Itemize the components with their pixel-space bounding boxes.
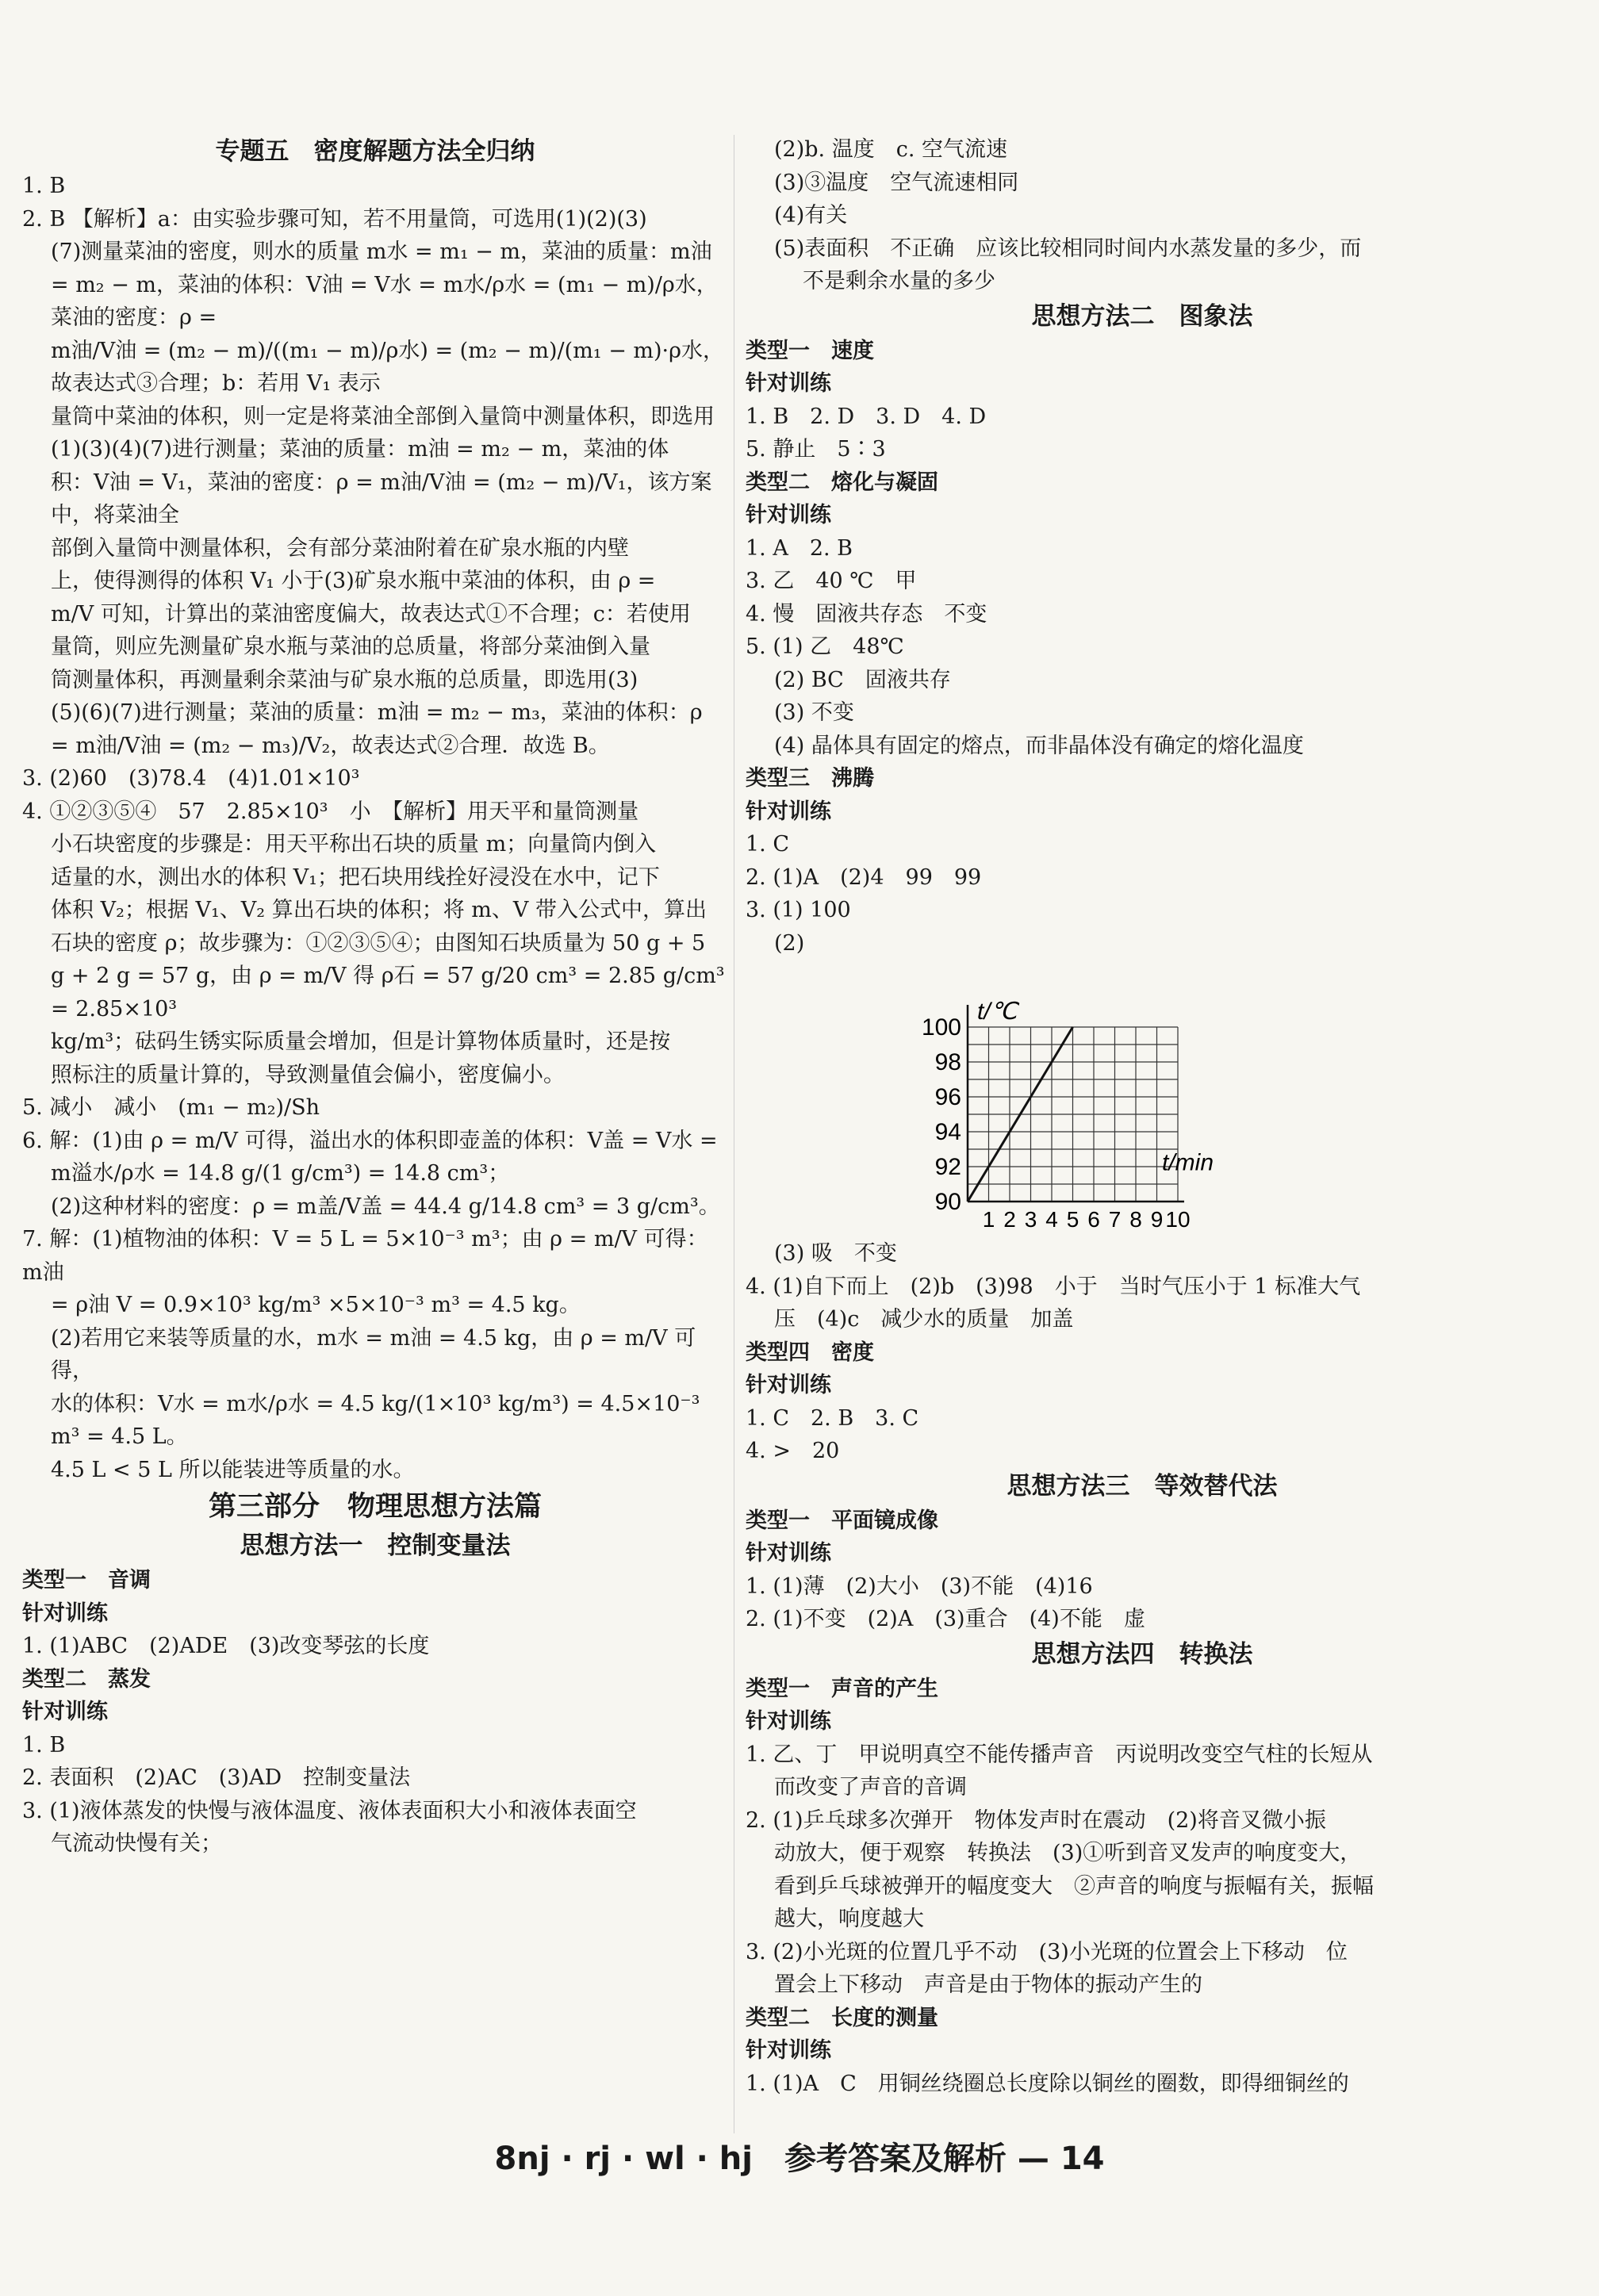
- section-title: 思想方法二 图象法: [1031, 301, 1253, 331]
- boiling-chart: [896, 987, 1229, 1244]
- text-line: 2. 表面积 (2)AC (3)AD 控制变量法: [22, 1765, 411, 1790]
- text-line: g + 2 g = 57 g，由 ρ = m/V 得 ρ石 = 57 g/20 cm³ = 2.85 g/cm³ = 2.85×10³: [51, 964, 732, 1022]
- text-line: (4) 晶体具有固定的熔点，而非晶体没有确定的熔化温度: [774, 733, 1304, 758]
- text-line: 部倒入量筒中测量体积，会有部分菜油附着在矿泉水瓶的内壁: [51, 535, 629, 561]
- text-line: 针对训练: [22, 1600, 108, 1626]
- text-line: (7)测量菜油的密度，则水的质量 m水 = m₁ − m，菜油的质量：m油: [51, 240, 712, 264]
- text-line: 1. B: [22, 1732, 66, 1757]
- text-line: 7. 解：(1)植物油的体积：V = 5 L = 5×10⁻³ m³；由 ρ = m/V 可得：m油: [22, 1227, 708, 1285]
- text-line: 针对训练: [746, 503, 831, 527]
- text-line: 水的体积：V水 = m水/ρ水 = 4.5 kg/(1×10³ kg/m³) = 4.5×10⁻³ m³ = 4.5 L。: [51, 1391, 707, 1449]
- text-line: 4. > 20: [746, 1439, 840, 1463]
- section-title: 第三部分 物理思想方法篇: [208, 1491, 542, 1523]
- text-line: = ρ油 V = 0.9×10³ kg/m³ ×5×10⁻³ m³ = 4.5 kg。: [51, 1293, 581, 1317]
- x-axis-label: t/min: [1162, 1149, 1214, 1176]
- text-line: 类型一 声音的产生: [746, 1676, 938, 1701]
- section-title: 思想方法三 等效替代法: [1007, 1471, 1278, 1501]
- text-line: (3) 吸 不变: [774, 1241, 897, 1266]
- y-tick-label: 98: [934, 1049, 961, 1075]
- text-line: (2)这种材料的密度：ρ = m盖/V盖 = 44.4 g/14.8 cm³ = 3 g/cm³。: [51, 1194, 720, 1219]
- text-line: 1. (1)薄 (2)大小 (3)不能 (4)16: [746, 1573, 1093, 1599]
- text-line: 2. (1)乒乓球多次弹开 物体发声时在震动 (2)将音叉微小振: [746, 1807, 1326, 1833]
- text-line: 筒测量体积，再测量剩余菜油与矿泉水瓶的总质量，即选用(3): [51, 667, 638, 692]
- section-title: 思想方法四 转换法: [1031, 1639, 1253, 1669]
- text-line: (3) 不变: [774, 700, 854, 725]
- text-line: 照标注的质量计算的，导致测量值会偏小，密度偏小。: [51, 1062, 565, 1087]
- text-line: 2. (1)不变 (2)A (3)重合 (4)不能 虚: [746, 1607, 1145, 1631]
- text-line: m溢水/ρ水 = 14.8 g/(1 g/cm³) = 14.8 cm³；: [51, 1161, 510, 1186]
- x-tick-label: 5: [1066, 1207, 1079, 1232]
- text-line: 上，使得测得的体积 V₁ 小于(3)矿泉水瓶中菜油的体积，由 ρ =: [51, 569, 656, 593]
- text-line: 积：V油 = V₁，菜油的密度：ρ = m油/V油 = (m₂ − m)/V₁，该方案中，将菜油全: [51, 470, 712, 527]
- text-line: 量筒，则应先测量矿泉水瓶与菜油的总质量，将部分菜油倒入量: [51, 634, 650, 659]
- text-line: 石块的密度 ρ；故步骤为：①②③⑤④；由图知石块质量为 50 g + 5: [51, 930, 706, 956]
- text-line: 类型二 蒸发: [22, 1666, 151, 1692]
- x-tick-label: 7: [1108, 1207, 1122, 1232]
- text-line: 类型四 密度: [746, 1340, 874, 1365]
- text-line: 2. B 【解析】a：由实验步骤可知，若不用量筒，可选用(1)(2)(3): [22, 206, 647, 232]
- text-line: 1. C 2. B 3. C: [746, 1405, 919, 1431]
- y-tick-label: 92: [934, 1154, 961, 1180]
- text-line: 针对训练: [746, 1541, 831, 1566]
- text-line: (5)表面积 不正确 应该比较相同时间内水蒸发量的多少，而: [774, 236, 1362, 261]
- section-title: 思想方法一 控制变量法: [240, 1531, 511, 1560]
- temperature-time-graph: [896, 987, 1229, 1241]
- text-line: (1)(3)(4)(7)进行测量；菜油的质量：m油 = m₂ − m，菜油的体: [51, 437, 669, 462]
- text-line: 看到乒乓球被弹开的幅度变大 ②声音的响度与振幅有关，振幅: [774, 1873, 1374, 1899]
- text-line: 小石块密度的步骤是：用天平称出石块的质量 m；向量筒内倒入: [51, 832, 657, 857]
- text-line: 针对训练: [746, 1709, 831, 1734]
- text-line: 1. A 2. B: [746, 535, 853, 561]
- text-line: 适量的水，测出水的体积 V₁；把石块用线拴好浸没在水中，记下: [51, 864, 660, 890]
- text-line: (2)若用它来装等质量的水，m水 = m油 = 4.5 kg，由 ρ = m/V 可得，: [51, 1325, 696, 1383]
- text-line: 针对训练: [746, 1373, 831, 1397]
- text-line: 5. 静止 5∶3: [746, 437, 886, 462]
- x-tick-label: 4: [1045, 1207, 1058, 1232]
- text-line: 4. ①②③⑤④ 57 2.85×10³ 小 【解析】用天平和量筒测量: [22, 799, 639, 824]
- x-tick-label: 6: [1087, 1207, 1100, 1232]
- right-column-top: [746, 133, 1539, 960]
- text-line: 压 (4)c 减少水的质量 加盖: [774, 1307, 1074, 1332]
- left-column: [22, 133, 732, 1861]
- text-line: 类型二 长度的测量: [746, 2005, 938, 2030]
- x-tick-label: 10: [1165, 1207, 1191, 1232]
- page-footer: 8nj · rj · wl · hj 参考答案及解析 — 14: [494, 2141, 1105, 2177]
- text-line: 4.5 L < 5 L 所以能装进等质量的水。: [51, 1457, 415, 1482]
- text-line: 4. 慢 固液共存态 不变: [746, 601, 987, 627]
- y-tick-label: 96: [934, 1084, 961, 1110]
- text-line: 类型一 平面镜成像: [746, 1508, 938, 1533]
- text-line: 1. C: [746, 832, 790, 857]
- right-column-bottom: [746, 1237, 1539, 2100]
- text-line: 6. 解：(1)由 ρ = m/V 可得，溢出水的体积即壶盖的体积：V盖 = V水 =: [22, 1128, 718, 1153]
- text-line: 量筒中菜油的体积，则一定是将菜油全部倒入量筒中测量体积，即选用: [51, 404, 715, 429]
- text-line: 针对训练: [746, 2038, 831, 2063]
- text-line: m/V 可知，计算出的菜油密度偏大，故表达式①不合理；c：若使用: [51, 601, 691, 627]
- section-title: 专题五 密度解题方法全归纳: [215, 137, 535, 166]
- text-line: 不是剩余水量的多少: [803, 269, 995, 293]
- text-line: kg/m³；砝码生锈实际质量会增加，但是计算物体质量时，还是按: [51, 1029, 671, 1054]
- text-line: 1. B 2. D 3. D 4. D: [746, 404, 987, 429]
- text-line: 置会上下移动 声音是由于物体的振动产生的: [774, 1972, 1202, 1997]
- text-line: 3. (2)小光斑的位置几乎不动 (3)小光斑的位置会上下移动 位: [746, 1939, 1348, 1964]
- text-line: 1. (1)A C 用铜丝绕圈总长度除以铜丝的圈数，即得细铜丝的: [746, 2071, 1349, 2096]
- text-line: 类型一 速度: [746, 338, 874, 363]
- text-line: = m油/V油 = (m₂ − m₃)/V₂，故表达式②合理．故选 B。: [51, 733, 610, 758]
- text-line: 1. B: [22, 174, 66, 198]
- y-tick-label: 100: [921, 1014, 961, 1041]
- text-line: 3. (1) 100: [746, 898, 851, 922]
- text-line: 体积 V₂；根据 V₁、V₂ 算出石块的体积；将 m、V 带入公式中，算出: [51, 898, 707, 922]
- y-axis-label: t/℃: [977, 999, 1018, 1025]
- x-tick-label: 3: [1024, 1207, 1037, 1232]
- y-tick-label: 94: [934, 1119, 961, 1145]
- text-line: (2)b. 温度 c. 空气流速: [774, 137, 1007, 162]
- text-line: (3)③温度 空气流速相同: [774, 170, 1019, 195]
- text-line: 5. 减小 减小 (m₁ − m₂)/Sh: [22, 1095, 320, 1120]
- text-line: 3. (1)液体蒸发的快慢与液体温度、液体表面积大小和液体表面空: [22, 1798, 637, 1823]
- text-line: m油/V油 = (m₂ − m)/((m₁ − m)/ρ水) = (m₂ − m)/(m₁ − m)·ρ水，故表达式③合理；b：若用 V₁ 表示: [51, 338, 724, 396]
- x-tick-label: 9: [1150, 1207, 1164, 1232]
- text-line: 越大，响度越大: [774, 1907, 924, 1931]
- text-line: (2) BC 固液共存: [774, 667, 951, 692]
- text-line: 类型一 音调: [22, 1568, 151, 1593]
- text-line: (2): [774, 930, 805, 956]
- text-line: 4. (1)自下而上 (2)b (3)98 小于 当时气压小于 1 标准大气: [746, 1274, 1361, 1299]
- x-tick-label: 2: [1003, 1207, 1016, 1232]
- text-line: 3. (2)60 (3)78.4 (4)1.01×10³: [22, 766, 360, 791]
- text-line: 3. 乙 40 ℃ 甲: [746, 569, 917, 593]
- x-tick-label: 1: [982, 1207, 995, 1232]
- text-line: 1. 乙、丁 甲说明真空不能传播声音 丙说明改变空气柱的长短从: [746, 1742, 1373, 1767]
- text-line: 而改变了声音的音调: [774, 1775, 967, 1800]
- text-line: 类型二 熔化与凝固: [746, 470, 938, 495]
- text-line: 类型三 沸腾: [746, 766, 874, 791]
- text-line: 动放大，便于观察 转换法 (3)①听到音叉发声的响度变大，: [774, 1841, 1362, 1865]
- text-line: (5)(6)(7)进行测量；菜油的质量：m油 = m₂ − m₃，菜油的体积：ρ: [51, 700, 703, 725]
- text-line: 气流动快慢有关；: [51, 1831, 222, 1856]
- y-tick-label: 90: [934, 1189, 961, 1215]
- text-line: 针对训练: [746, 371, 831, 396]
- text-line: = m₂ − m，菜油的体积：V油 = V水 = m水/ρ水 = (m₁ − m)/ρ水，菜油的密度：ρ =: [51, 272, 718, 330]
- text-line: 5. (1) 乙 48℃: [746, 634, 904, 659]
- text-line: 针对训练: [746, 799, 831, 824]
- text-line: 1. (1)ABC (2)ADE (3)改变琴弦的长度: [22, 1634, 430, 1658]
- text-line: 针对训练: [22, 1700, 108, 1724]
- x-tick-label: 8: [1129, 1207, 1142, 1232]
- text-line: 2. (1)A (2)4 99 99: [746, 864, 982, 890]
- text-line: (4)有关: [774, 203, 848, 228]
